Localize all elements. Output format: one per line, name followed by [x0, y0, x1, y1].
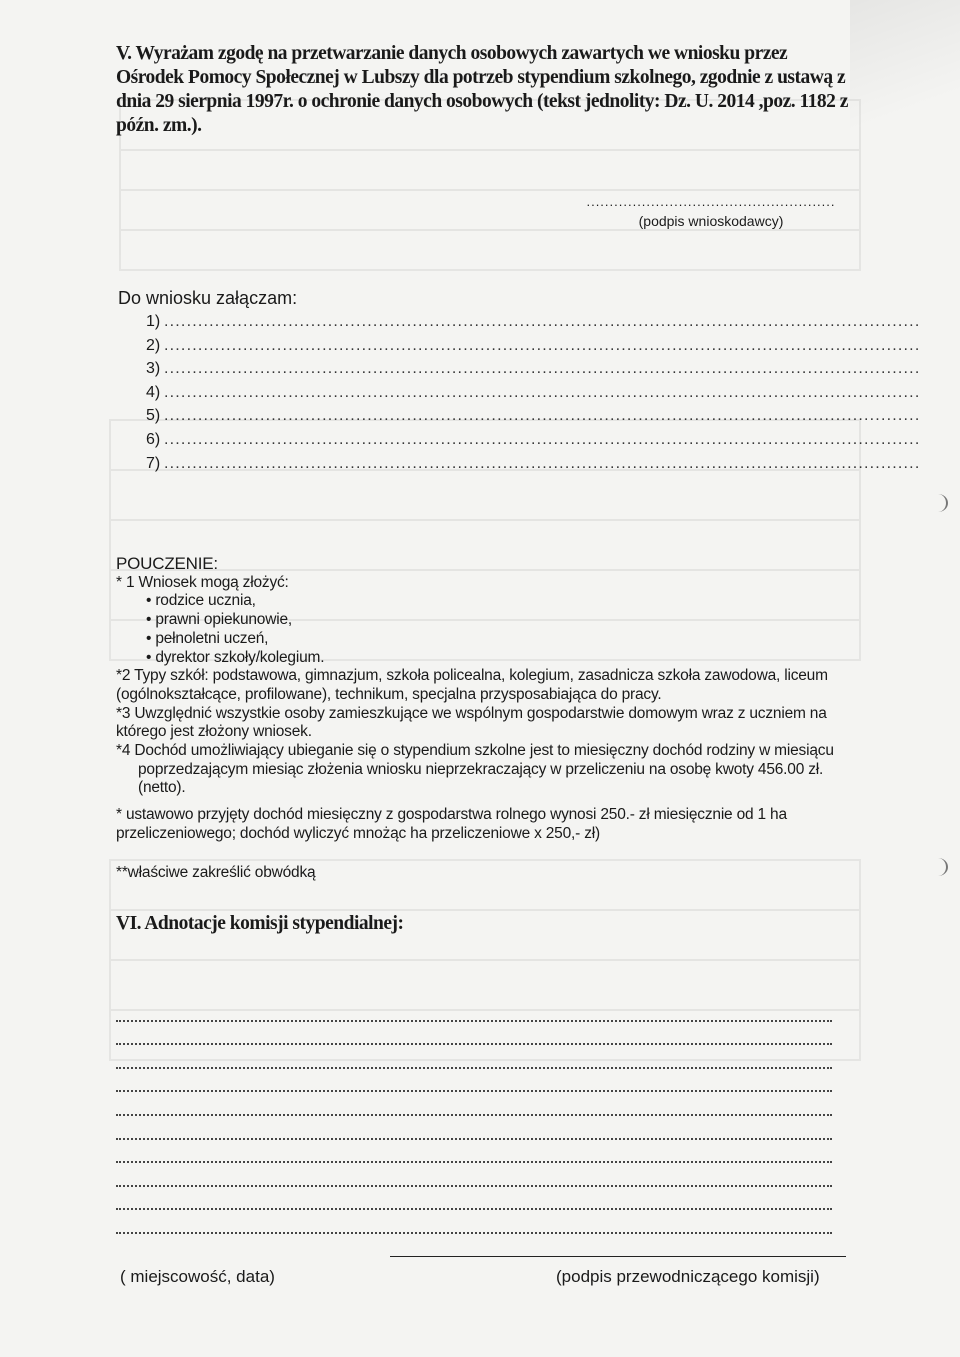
instructions-section — [116, 555, 856, 882]
attachment-line[interactable] — [146, 452, 921, 476]
attachment-number: 6) — [146, 430, 161, 448]
applicant-signature-caption: (podpis wnioskodawcy) — [638, 213, 784, 229]
attachment-fill-line[interactable]: ...................................................................................................................................... — [164, 454, 921, 472]
note-4-line-1: *4 Dochód umożliwiający ubieganie się o stypendium szkolne jest to miesięczny dochód rodziny w miesiącu — [116, 742, 834, 760]
note-3: *3 Uwzględnić wszystkie osoby zamieszkujące we wspólnym gospodarstwie domowym wraz z uczniem na którego jest złożony wniosek. — [116, 704, 827, 741]
committee-notes-lines — [116, 998, 832, 1234]
attachment-fill-line[interactable]: ...................................................................................................................................... — [164, 407, 921, 425]
attachment-fill-line[interactable]: ...................................................................................................................................... — [164, 430, 921, 448]
note-1-title: * 1 Wniosek mogą złożyć: — [116, 573, 289, 591]
committee-note-line[interactable] — [116, 1092, 832, 1116]
note-1-item: • pełnoletni uczeń, — [146, 629, 269, 647]
attachments-title: Do wniosku załączam: — [118, 288, 298, 308]
committee-note-line[interactable] — [116, 1163, 832, 1187]
committee-note-line[interactable] — [116, 1140, 832, 1164]
attachment-line[interactable] — [146, 357, 921, 381]
attachment-number: 4) — [146, 383, 161, 401]
attachment-number: 7) — [146, 454, 161, 472]
punch-hole-mark — [928, 494, 948, 512]
attachment-fill-line[interactable]: ...................................................................................................................................... — [164, 313, 921, 330]
committee-note-line[interactable] — [116, 998, 832, 1022]
attachment-number: 5) — [146, 407, 161, 425]
note-1-item: • dyrektor szkoły/kolegium. — [146, 648, 325, 666]
attachment-number: 3) — [146, 360, 161, 378]
place-date-caption: ( miejscowość, data) — [120, 1267, 275, 1286]
committee-note-line[interactable] — [116, 1045, 832, 1069]
applicant-signature-block[interactable] — [566, 194, 856, 229]
note-1-item: • rodzice ucznia, — [146, 592, 256, 610]
committee-note-line[interactable] — [116, 1210, 832, 1234]
committee-note-line[interactable] — [116, 1116, 832, 1140]
note-1-item: • prawni opiekunowie, — [146, 611, 292, 629]
applicant-signature-line[interactable]: ...................................................... — [586, 194, 836, 209]
attachment-fill-line[interactable]: ...................................................................................................................................... — [164, 360, 921, 378]
attachment-line[interactable] — [146, 334, 921, 358]
committee-note-line[interactable] — [116, 1069, 832, 1093]
chair-signature-line[interactable] — [390, 1256, 846, 1257]
attachment-fill-line[interactable]: ...................................................................................................................................... — [164, 336, 921, 354]
punch-hole-mark — [928, 858, 948, 876]
attachment-line[interactable] — [146, 310, 921, 334]
note-5: * ustawowo przyjęty dochód miesięczny z gospodarstwa rolnego wynosi 250.- zł miesięcznie od 1 ha przeliczeniowego; dochód wyliczyć mnożąc ha przeliczeniowe x 250,- zł) — [116, 806, 787, 842]
attachments-list — [146, 310, 921, 475]
attachment-line[interactable] — [146, 428, 921, 452]
note-6: **właściwe zakreślić obwódką — [116, 863, 316, 881]
instructions-heading: POUCZENIE: — [116, 554, 218, 573]
attachment-number: 1) — [146, 313, 161, 330]
note-4-line-2: poprzedzającym miesiąc złożenia wniosku nieprzekraczający w przeliczeniu na osobę kwoty 456.00 zł. (netto). — [138, 760, 824, 797]
note-2: *2 Typy szkół: podstawowa, gimnazjum, szkoła policealna, kolegium, zasadnicza szkoła zawodowa, liceum (ogólnokształcące, profilowane), technikum, specjalna przysposabiająca do pracy. — [116, 667, 828, 703]
attachment-line[interactable] — [146, 404, 921, 428]
committee-notes-title: VI. Adnotacje komisji stypendialnej: — [116, 913, 404, 934]
attachment-fill-line[interactable]: ...................................................................................................................................... — [164, 383, 921, 401]
attachment-number: 2) — [146, 336, 161, 354]
attachment-line[interactable] — [146, 381, 921, 405]
committee-note-line[interactable] — [116, 1022, 832, 1046]
chair-signature-caption: (podpis przewodniczącego komisji) — [556, 1267, 820, 1286]
consent-section: V. Wyrażam zgodę na przetwarzanie danych osobowych zawartych we wniosku przez Ośrodek Pomocy Społecznej w Lubszy dla potrzeb stypendium szkolnego, zgodnie z ustawą z dnia 29 sierpnia 1997r. o ochronie danych osobowych (tekst jednolity: Dz. U. 2014 ,poz. 1182 z późn. zm.). — [116, 43, 848, 136]
committee-note-line[interactable] — [116, 1187, 832, 1211]
